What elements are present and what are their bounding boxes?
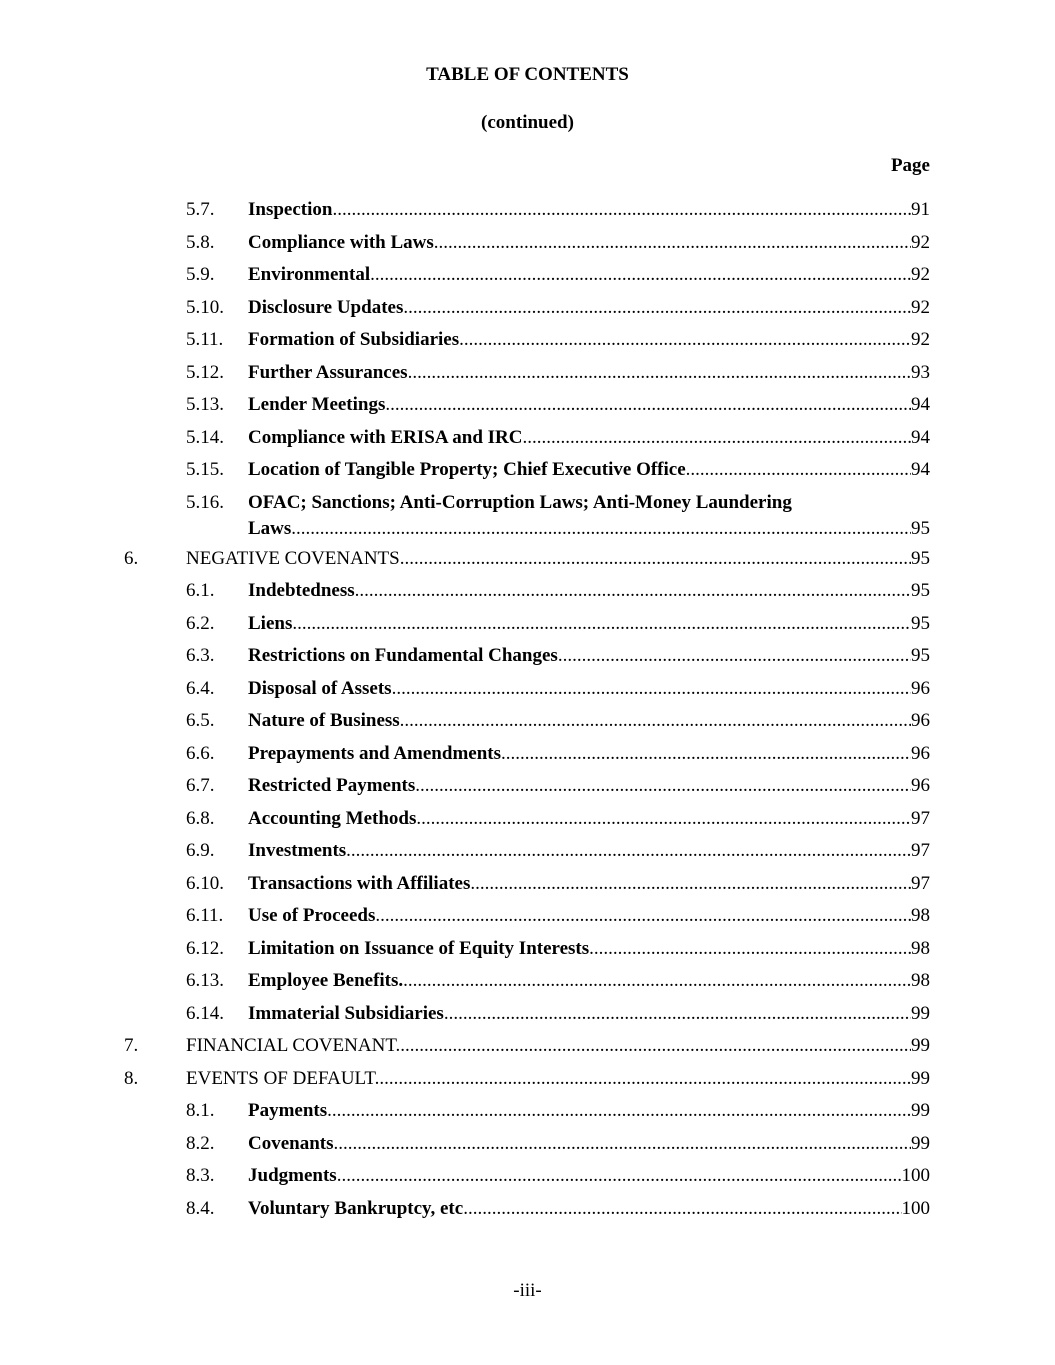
toc-entry-number: 6.9. xyxy=(186,840,215,861)
toc-entry-page-number: 97 xyxy=(911,872,930,894)
toc-entry-title: Voluntary Bankruptcy, etc xyxy=(248,1197,464,1219)
toc-entry-title-suffix: . xyxy=(292,612,298,634)
toc-entry-title-suffix: . xyxy=(346,840,351,861)
toc-entry-title: Accounting Methods xyxy=(248,807,417,829)
toc-subsection-entry xyxy=(0,806,1055,839)
toc-subsection-entry xyxy=(0,708,1055,741)
toc-subsection-entry xyxy=(0,360,1055,393)
toc-entry-page-number: 92 xyxy=(911,329,930,350)
toc-entry-number: 7. xyxy=(124,1035,139,1056)
toc-subsection-entry xyxy=(0,490,1055,546)
toc-entry-number: 5.14. xyxy=(186,426,224,448)
toc-entry-number: 5.13. xyxy=(186,394,224,415)
toc-entry-page-number: 92 xyxy=(911,231,930,253)
toc-entry-title-suffix: . xyxy=(416,807,422,829)
toc-entry-title: Compliance with ERISA and IRC xyxy=(248,426,523,448)
toc-entry-page-number: 100 xyxy=(901,1165,930,1186)
toc-entry-title: Location of Tangible Property; Chief Executive Office xyxy=(248,459,686,480)
toc-entry-page-number: 94 xyxy=(911,459,930,480)
toc-entry-title: Further Assurances xyxy=(248,361,408,383)
dot-leader xyxy=(380,903,911,929)
toc-entry-number: 6.5. xyxy=(186,710,215,731)
toc-entry-page-number: 96 xyxy=(911,775,930,796)
toc-entry-number: 5.11. xyxy=(186,329,224,350)
toc-entry-title: Laws xyxy=(248,517,292,539)
toc-entry-page-number: 96 xyxy=(911,677,930,699)
toc-entry-title-suffix: . xyxy=(391,677,397,699)
toc-subsection-entry xyxy=(0,968,1055,1001)
toc-entry-page-number: 98 xyxy=(911,970,930,991)
dot-leader xyxy=(338,1131,911,1157)
toc-entry-number: 6.8. xyxy=(186,807,215,829)
toc-entry-number: 8.2. xyxy=(186,1132,215,1154)
toc-subsection-entry xyxy=(0,197,1055,230)
toc-subsection-entry xyxy=(0,1131,1055,1164)
toc-subsection-entry xyxy=(0,457,1055,490)
toc-subsection-entry xyxy=(0,295,1055,328)
toc-entry-title: FINANCIAL COVENANT. xyxy=(186,1035,401,1056)
toc-entry-page-number: 97 xyxy=(911,840,930,861)
toc-entry-title: Disclosure Updates xyxy=(248,296,404,318)
toc-entry-page-number: 94 xyxy=(911,394,930,415)
toc-entry-number: 5.9. xyxy=(186,264,215,285)
toc-subsection-entry xyxy=(0,1163,1055,1196)
toc-entry-page-number: 98 xyxy=(911,937,930,959)
dot-leader xyxy=(563,643,911,669)
toc-entry-page-number: 96 xyxy=(911,742,930,764)
toc-entry-number: 6.2. xyxy=(186,612,215,634)
toc-entry-title: Immaterial Subsidiaries xyxy=(248,1002,444,1024)
toc-entry-title: Prepayments and Amendments xyxy=(248,742,501,764)
toc-entry-title-suffix: . xyxy=(291,517,297,539)
toc-entry-title: Liens xyxy=(248,612,293,634)
dot-leader xyxy=(412,360,911,386)
toc-entry-page-number: 97 xyxy=(911,807,930,829)
toc-entry-title-suffix: . xyxy=(375,905,381,926)
dot-leader xyxy=(404,546,911,572)
dot-leader xyxy=(421,806,911,832)
dot-leader xyxy=(297,611,911,637)
dot-leader xyxy=(404,708,911,734)
toc-entry-title-suffix: . xyxy=(501,742,506,764)
dot-leader xyxy=(449,1001,911,1027)
toc-subsection-entry xyxy=(0,871,1055,904)
toc-entry-page-number: 94 xyxy=(911,426,930,448)
toc-entry-number: 6. xyxy=(124,547,139,569)
toc-entry-number: 6.13. xyxy=(186,970,224,991)
toc-subsection-entry xyxy=(0,230,1055,263)
toc-entry-number: 6.11. xyxy=(186,905,224,926)
toc-entry-number: 6.12. xyxy=(186,937,224,959)
toc-entry-title: Employee Benefits. xyxy=(248,970,404,991)
toc-entry-number: 5.7. xyxy=(186,199,215,220)
dot-leader xyxy=(296,516,911,542)
toc-subsection-entry xyxy=(0,611,1055,644)
toc-subsection-entry xyxy=(0,1098,1055,1131)
dot-leader xyxy=(439,230,911,256)
toc-entry-page-number: 95 xyxy=(911,517,930,539)
toc-entry-number: 8.1. xyxy=(186,1100,215,1121)
toc-entry-title: Restricted Payments xyxy=(248,775,416,796)
toc-list xyxy=(0,197,1055,1228)
toc-subsection-entry xyxy=(0,1196,1055,1229)
toc-entry-title-suffix: . xyxy=(385,394,391,415)
toc-section-entry xyxy=(0,546,1055,579)
toc-entry-page-number: 92 xyxy=(911,264,930,285)
toc-subsection-entry xyxy=(0,903,1055,936)
dot-leader xyxy=(332,197,911,223)
toc-entry-title: Limitation on Issuance of Equity Interests xyxy=(248,937,590,959)
toc-entry-number: 6.6. xyxy=(186,742,215,764)
toc-entry-title-suffix: . xyxy=(589,937,594,959)
dot-leader xyxy=(475,871,911,897)
toc-subsection-entry xyxy=(0,643,1055,676)
toc-entry-number: 5.15. xyxy=(186,459,224,480)
dot-leader xyxy=(396,676,911,702)
toc-entry-page-number: 91 xyxy=(911,199,930,220)
dot-leader xyxy=(337,1163,902,1189)
toc-entry-page-number: 95 xyxy=(911,580,930,601)
toc-entry-title-suffix: . xyxy=(459,329,464,350)
page-column-header: Page xyxy=(890,155,930,176)
dot-leader xyxy=(420,773,911,799)
toc-section-entry xyxy=(0,1066,1055,1099)
toc-entry-title-suffix: . xyxy=(399,710,405,731)
toc-entry-page-number: 99 xyxy=(911,1067,930,1089)
toc-entry-page-number: 98 xyxy=(911,905,930,926)
toc-entry-title: Compliance with Laws xyxy=(248,231,434,253)
toc-entry-number: 5.16. xyxy=(186,491,224,513)
toc-entry-title: Use of Proceeds xyxy=(248,905,376,926)
toc-entry-page-number: 99 xyxy=(911,1002,930,1024)
page-number: -iii- xyxy=(513,1280,542,1301)
toc-entry-title-suffix: . xyxy=(333,1132,339,1154)
toc-entry-title: Formation of Subsidiaries xyxy=(248,329,460,350)
toc-entry-number: 8.3. xyxy=(186,1165,215,1186)
dot-leader xyxy=(390,392,911,418)
toc-entry-page-number: 93 xyxy=(911,361,930,383)
toc-entry-number: 8. xyxy=(124,1067,139,1089)
toc-entry-title: OFAC; Sanctions; Anti-Corruption Laws; Anti-Money Laundering xyxy=(248,491,792,513)
toc-entry-title: Investments xyxy=(248,840,347,861)
toc-subsection-entry xyxy=(0,392,1055,425)
toc-entry-page-number: 95 xyxy=(911,612,930,634)
toc-entry-title: Inspection xyxy=(248,199,333,220)
toc-subsection-entry xyxy=(0,578,1055,611)
dot-leader xyxy=(403,295,911,321)
toc-entry-title: Environmental xyxy=(248,264,371,285)
toc-entry-page-number: 92 xyxy=(911,296,930,318)
toc-entry-title-suffix: . xyxy=(557,645,563,666)
dot-leader xyxy=(359,578,911,604)
toc-entry-title: Judgments xyxy=(248,1165,337,1186)
dot-leader xyxy=(690,457,911,483)
toc-entry-title: Disposal of Assets xyxy=(248,677,392,699)
toc-entry-number: 6.10. xyxy=(186,872,224,894)
toc-subsection-entry xyxy=(0,676,1055,709)
toc-entry-number: 6.14. xyxy=(186,1002,224,1024)
toc-entry-title-suffix: . xyxy=(327,1100,332,1121)
toc-entry-title-suffix: . xyxy=(433,231,439,253)
toc-entry-title: Lender Meetings xyxy=(248,394,386,415)
toc-entry-page-number: 96 xyxy=(911,710,930,731)
toc-entry-title-suffix: . xyxy=(354,580,360,601)
toc-entry-title-suffix: . xyxy=(685,459,691,480)
toc-subsection-entry xyxy=(0,773,1055,806)
toc-entry-title-suffix: . xyxy=(407,361,413,383)
toc-entry-page-number: 100 xyxy=(901,1197,930,1219)
dot-leader xyxy=(506,741,911,767)
toc-entry-title: Covenants xyxy=(248,1132,334,1154)
toc-entry-page-number: 95 xyxy=(911,645,930,666)
toc-entry-page-number: 99 xyxy=(911,1035,930,1056)
toc-entry-number: 5.10. xyxy=(186,296,224,318)
toc-entry-number: 8.4. xyxy=(186,1197,215,1219)
toc-subsection-entry xyxy=(0,741,1055,774)
toc-entry-title-suffix: . xyxy=(415,775,421,796)
toc-entry-page-number: 99 xyxy=(911,1100,930,1121)
toc-entry-number: 6.4. xyxy=(186,677,215,699)
toc-entry-page-number: 95 xyxy=(911,547,930,569)
dot-leader xyxy=(527,425,911,451)
toc-entry-number: 6.3. xyxy=(186,645,215,666)
dot-leader xyxy=(594,936,911,962)
toc-entry-title-suffix: . xyxy=(522,426,528,448)
toc-entry-number: 5.12. xyxy=(186,361,224,383)
toc-entry-title: NEGATIVE COVENANTS. xyxy=(186,547,405,569)
toc-entry-number: 6.7. xyxy=(186,775,215,796)
toc-section-entry xyxy=(0,1033,1055,1066)
toc-subsection-entry xyxy=(0,1001,1055,1034)
toc-subsection-entry xyxy=(0,936,1055,969)
toc-entry-title: EVENTS OF DEFAULT. xyxy=(186,1067,380,1089)
dot-leader xyxy=(403,968,911,994)
toc-entry-title: Indebtedness xyxy=(248,580,355,601)
dot-leader xyxy=(351,838,911,864)
toc-entry-title-suffix: . xyxy=(470,872,476,894)
dot-leader xyxy=(379,1066,911,1092)
dot-leader xyxy=(464,327,911,353)
dot-leader xyxy=(400,1033,911,1059)
dot-leader xyxy=(332,1098,911,1124)
toc-entry-title: Transactions with Affiliates xyxy=(248,872,471,894)
toc-subsection-entry xyxy=(0,327,1055,360)
toc-entry-number: 6.1. xyxy=(186,580,215,601)
toc-entry-title-suffix: . xyxy=(463,1197,468,1219)
toc-entry-number: 5.8. xyxy=(186,231,215,253)
toc-subsection-entry xyxy=(0,262,1055,295)
toc-entry-title: Nature of Business xyxy=(248,710,400,731)
toc-subsection-entry xyxy=(0,425,1055,458)
dot-leader xyxy=(370,262,911,288)
dot-leader xyxy=(468,1196,902,1222)
toc-entry-title-suffix: . xyxy=(443,1002,449,1024)
toc-entry-page-number: 99 xyxy=(911,1132,930,1154)
toc-subtitle: (continued) xyxy=(481,112,574,133)
toc-title: TABLE OF CONTENTS xyxy=(426,64,629,85)
toc-subsection-entry xyxy=(0,838,1055,871)
toc-entry-title: Restrictions on Fundamental Changes xyxy=(248,645,558,666)
toc-entry-title: Payments xyxy=(248,1100,328,1121)
